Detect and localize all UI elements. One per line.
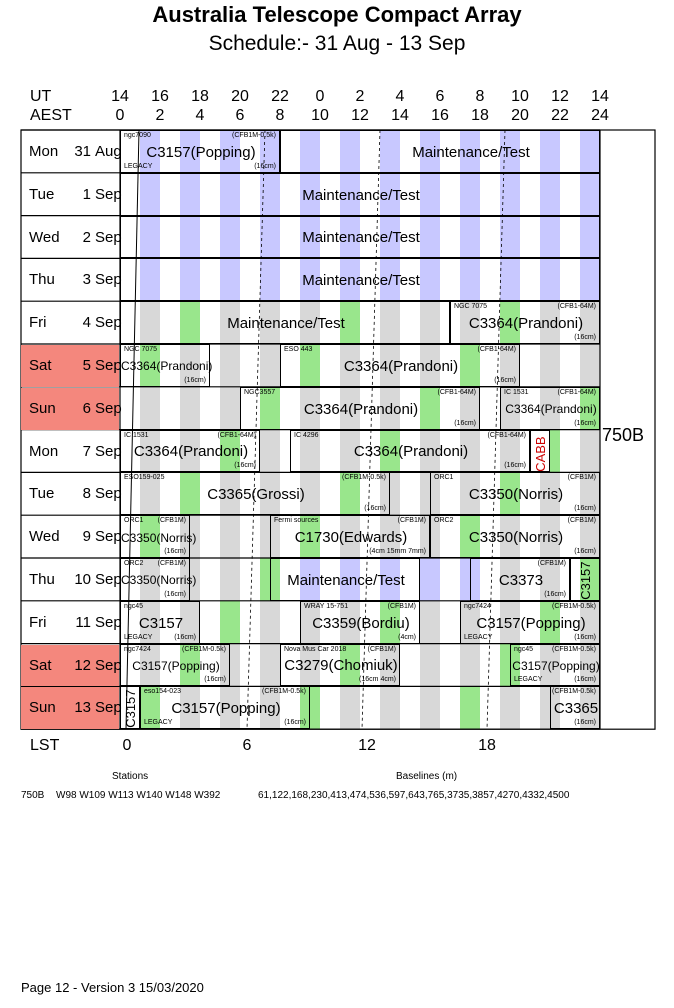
ut-tick-label: 6 xyxy=(435,88,445,105)
ut-tick-label: 20 xyxy=(231,88,249,105)
schedule-block xyxy=(570,558,600,601)
receiver-config: (CFB1M-0.5k) xyxy=(552,645,596,653)
ut-tick-label: 14 xyxy=(111,88,129,105)
schedule-block xyxy=(530,430,550,473)
day-number: 2 xyxy=(82,228,91,246)
ut-axis-label: UT xyxy=(30,88,52,105)
day-label xyxy=(21,131,122,173)
observing-band: (16cm) xyxy=(254,162,276,170)
aest-tick-label: 20 xyxy=(511,107,529,124)
aest-tick-label: 0 xyxy=(115,107,125,124)
day-label xyxy=(21,217,122,259)
page-info: Page 12 - Version 3 15/03/2020 xyxy=(21,980,204,995)
receiver-config: (CFB1M) xyxy=(397,517,426,525)
day-month: Sep xyxy=(95,399,122,417)
time-band xyxy=(540,344,560,387)
schedule-block xyxy=(510,644,600,687)
project-name: C3157 xyxy=(123,689,138,729)
project-name: Maintenance/Test xyxy=(287,571,405,589)
time-band xyxy=(220,515,240,558)
day-month: Sep xyxy=(95,656,122,674)
day-label xyxy=(21,431,122,473)
stations-list: W98 W109 W113 W140 W148 W392 xyxy=(56,790,221,801)
aest-tick-label: 2 xyxy=(155,107,165,124)
aest-tick-label: 8 xyxy=(275,107,285,124)
time-band xyxy=(460,686,480,729)
schedule-block xyxy=(120,515,197,558)
observing-band: (16cm) xyxy=(574,505,596,513)
day-label xyxy=(21,602,122,644)
source-name: ngc7424 xyxy=(124,645,151,653)
source-name: ngc45 xyxy=(124,602,144,610)
time-band xyxy=(220,558,240,601)
day-number: 3 xyxy=(82,271,91,289)
source-name: Nova Mus Car 2018 xyxy=(284,645,347,653)
day-name: Thu xyxy=(29,271,55,289)
time-band xyxy=(220,387,240,430)
receiver-config: (CFB1-64M) xyxy=(557,388,596,396)
receiver-config: (CFB1M) xyxy=(387,602,416,610)
day-month: Sep xyxy=(95,271,122,289)
project-name: C3157(Popping) xyxy=(132,658,220,673)
schedule-block xyxy=(120,216,600,259)
project-name: C1730(Edwards) xyxy=(294,529,408,547)
project-tag: LEGACY xyxy=(464,633,493,641)
day-label xyxy=(21,473,122,515)
project-name: C3279(Chomiuk) xyxy=(284,657,398,675)
ut-tick-label: 0 xyxy=(315,88,325,105)
schedule-block xyxy=(270,558,420,601)
observing-band: (16cm) xyxy=(544,590,566,598)
source-name: IC 1531 xyxy=(124,431,149,439)
observing-band: (4cm 15mm 7mm) xyxy=(369,547,426,555)
ut-tick-label: 14 xyxy=(591,88,609,105)
day-month: Sep xyxy=(95,314,122,332)
ut-tick-label: 8 xyxy=(475,88,485,105)
source-name: IC 1531 xyxy=(504,388,529,396)
project-name: Maintenance/Test xyxy=(412,143,530,161)
project-tag: LEGACY xyxy=(144,719,173,727)
time-band xyxy=(260,644,280,687)
array-config-label: 750B xyxy=(602,425,645,445)
time-band xyxy=(420,601,440,644)
schedule-block xyxy=(430,472,600,515)
source-name: ngc45 xyxy=(514,645,534,653)
day-number: 4 xyxy=(82,314,91,332)
observing-band: (16cm) xyxy=(164,590,186,598)
project-name: C3365 xyxy=(553,700,599,718)
observing-band: (16cm) xyxy=(174,633,196,641)
receiver-config: (CFB1M-0.5k) xyxy=(552,688,596,696)
day-number: 1 xyxy=(82,185,91,203)
schedule-block xyxy=(120,173,600,216)
observing-band: (16cm) xyxy=(284,719,306,727)
project-name: C3364(Prandoni) xyxy=(353,443,469,461)
time-band xyxy=(140,387,160,430)
receiver-config: (CFB1M-0.5k) xyxy=(182,645,226,653)
aest-tick-label: 12 xyxy=(351,107,369,124)
observing-band: (16cm) xyxy=(164,547,186,555)
source-name: NGC 7075 xyxy=(454,303,488,311)
schedule-block xyxy=(270,515,430,558)
project-name: C3157(Popping) xyxy=(476,614,586,632)
day-label xyxy=(21,345,122,387)
receiver-config: (CFB1M) xyxy=(367,645,396,653)
project-name: Maintenance/Test xyxy=(302,186,420,204)
time-band xyxy=(420,686,440,729)
source-name: ngc7424 xyxy=(464,602,491,610)
schedule-block xyxy=(300,601,420,644)
project-name: C3157(Popping) xyxy=(171,700,281,718)
receiver-config: (CFB1M) xyxy=(537,560,566,567)
schedule-block xyxy=(550,686,600,729)
schedule-block xyxy=(450,301,600,344)
lst-tick-label: 6 xyxy=(242,737,252,754)
project-tag: LEGACY xyxy=(124,633,153,641)
observing-band: (16cm) xyxy=(574,676,596,684)
schedule-block xyxy=(460,601,600,644)
day-label xyxy=(21,174,122,216)
time-band xyxy=(180,387,200,430)
day-month: Sep xyxy=(95,185,122,203)
day-name: Mon xyxy=(29,143,59,160)
time-band xyxy=(260,344,280,387)
project-name: C3157 xyxy=(578,561,593,600)
schedule-block xyxy=(120,344,213,387)
source-name: WRAY 15-751 xyxy=(304,602,349,610)
day-month: Sep xyxy=(95,357,122,374)
project-tag: LEGACY xyxy=(514,676,543,684)
aest-tick-label: 4 xyxy=(195,107,205,124)
lst-tick-label: 12 xyxy=(358,737,376,754)
day-number: 10 xyxy=(74,571,91,588)
schedule-block xyxy=(120,601,200,644)
schedule-block xyxy=(120,301,450,344)
schedule-block xyxy=(140,686,310,729)
receiver-config: (CFB1-64M) xyxy=(487,431,526,439)
source-name: ESO 443 xyxy=(284,346,313,353)
project-name: C3364(Prandoni) xyxy=(133,443,249,461)
ut-tick-label: 22 xyxy=(271,88,289,105)
day-name: Sun xyxy=(29,699,56,717)
source-name: Fermi sources xyxy=(274,517,319,525)
ut-tick-label: 4 xyxy=(395,88,405,105)
day-name: Wed xyxy=(29,528,60,546)
project-tag: LEGACY xyxy=(124,162,153,170)
day-month: Aug xyxy=(95,143,122,160)
source-name: ngc7090 xyxy=(124,132,151,139)
schedule-block xyxy=(280,644,400,687)
project-name: Maintenance/Test xyxy=(302,272,420,290)
stations-config: 750B xyxy=(21,790,45,801)
source-name: eso154-023 xyxy=(144,688,181,696)
observing-band: (16cm) xyxy=(574,419,596,427)
aest-axis-label: AEST xyxy=(30,107,72,124)
day-name: Mon xyxy=(29,442,59,460)
schedule-block xyxy=(430,515,600,558)
day-name: Thu xyxy=(29,571,55,588)
ut-tick-label: 10 xyxy=(511,88,529,105)
observing-band: (16cm) xyxy=(184,376,206,384)
observing-band: (4cm) xyxy=(398,633,416,641)
schedule-block xyxy=(120,472,390,515)
day-name: Fri xyxy=(29,314,47,332)
day-name: Tue xyxy=(29,485,55,503)
project-name: C3350(Norris) xyxy=(468,529,564,547)
project-name: C3350(Norris) xyxy=(121,573,197,588)
day-name: Wed xyxy=(29,228,60,246)
project-name: C3350(Norris) xyxy=(121,530,197,545)
receiver-config: (CFB1M) xyxy=(157,560,186,567)
day-month: Sep xyxy=(95,613,122,631)
day-name: Fri xyxy=(29,613,47,631)
project-name: C3157 xyxy=(138,614,184,632)
time-band xyxy=(340,686,360,729)
day-name: Sat xyxy=(29,357,52,374)
aest-tick-label: 16 xyxy=(431,107,449,124)
project-name: C3350(Norris) xyxy=(468,486,564,504)
day-label xyxy=(21,259,122,301)
project-name: C3157(Popping) xyxy=(146,143,256,161)
lst-tick-label: 18 xyxy=(478,737,496,754)
day-month: Sep xyxy=(95,228,122,246)
receiver-config: (CFB1M-0.5k) xyxy=(262,688,306,696)
lst-tick-label: 0 xyxy=(122,737,132,754)
project-name: C3157(Popping) xyxy=(512,658,600,673)
aest-tick-label: 10 xyxy=(311,107,329,124)
project-name: C3364(Prandoni) xyxy=(303,400,419,418)
project-name: C3359(Bordiu) xyxy=(312,614,410,632)
observing-band: (16cm) xyxy=(364,505,386,513)
source-name: NGC 7075 xyxy=(124,346,158,353)
source-name: ORC2 xyxy=(124,560,144,567)
baselines-heading: Baselines (m) xyxy=(396,771,458,782)
schedule-block xyxy=(120,430,260,473)
project-name: C3364(Prandoni) xyxy=(343,357,459,375)
schedule-block xyxy=(500,387,600,430)
time-band xyxy=(260,601,280,644)
project-name: C3364(Prandoni) xyxy=(468,315,584,333)
receiver-config: (CFB1-64M) xyxy=(217,431,256,439)
page-title: Australia Telescope Compact Array xyxy=(152,2,522,27)
time-band xyxy=(420,558,440,601)
aest-tick-label: 14 xyxy=(391,107,409,124)
day-month: Sep xyxy=(95,528,122,546)
schedule-block xyxy=(120,644,230,687)
ut-tick-label: 12 xyxy=(551,88,569,105)
receiver-config: (CFB1M-0.5k) xyxy=(552,602,596,610)
schedule-block xyxy=(120,686,140,729)
day-name: Sat xyxy=(29,656,52,674)
project-name: C3364(Prandoni) xyxy=(121,359,213,374)
source-name: ESO159-025 xyxy=(124,474,165,482)
stations-heading: Stations xyxy=(112,771,149,782)
project-name: C3365(Grossi) xyxy=(207,486,305,504)
project-name: Maintenance/Test xyxy=(302,229,420,247)
schedule-block xyxy=(120,130,280,173)
time-band xyxy=(260,430,280,473)
ut-tick-label: 2 xyxy=(355,88,365,105)
day-name: Tue xyxy=(29,185,55,203)
observing-band: (16cm) xyxy=(574,547,596,555)
day-number: 5 xyxy=(82,357,91,374)
aest-tick-label: 24 xyxy=(591,107,609,124)
day-month: Sep xyxy=(95,699,122,717)
schedule-block xyxy=(280,344,520,387)
schedule-block xyxy=(290,430,530,473)
receiver-config: (CFB1-64M) xyxy=(437,388,476,396)
time-band xyxy=(580,344,600,387)
observing-band: (16cm) xyxy=(574,633,596,641)
observing-band: (16cm) xyxy=(504,462,526,470)
receiver-config: (CFB1M) xyxy=(157,517,186,525)
project-name: Maintenance/Test xyxy=(227,315,345,333)
baselines-list: 61,122,168,230,413,474,536,597,643,765,3735,3857,4270,4332,4500 xyxy=(258,790,570,801)
source-name: ORC1 xyxy=(124,517,144,525)
schedule-block xyxy=(240,387,480,430)
day-number: 13 xyxy=(74,699,91,717)
project-name: CABB xyxy=(533,435,548,472)
aest-tick-label: 6 xyxy=(235,107,245,124)
day-label xyxy=(21,388,122,430)
time-band xyxy=(420,644,440,687)
page-subtitle: Schedule:- 31 Aug - 13 Sep xyxy=(208,32,466,55)
receiver-config: (CFB1M) xyxy=(567,517,596,525)
receiver-config: (CFB1-64M) xyxy=(477,346,516,353)
receiver-config: (CFB1M-0.5k) xyxy=(342,474,386,482)
day-number: 12 xyxy=(74,656,91,674)
day-label xyxy=(21,687,122,729)
observing-band: (16cm) xyxy=(204,676,226,684)
aest-tick-label: 18 xyxy=(471,107,489,124)
observing-band: (16cm) xyxy=(574,333,596,341)
project-name: C3373 xyxy=(498,571,544,589)
observing-band: (16cm 4cm) xyxy=(359,676,396,684)
day-label xyxy=(21,516,122,558)
observing-band: (16cm) xyxy=(574,719,596,727)
schedule-block xyxy=(280,130,600,173)
day-number: 9 xyxy=(82,528,91,546)
day-label xyxy=(21,302,122,344)
source-name: IC 4296 xyxy=(294,431,319,439)
day-number: 11 xyxy=(75,613,91,631)
schedule-block xyxy=(120,258,600,301)
day-name: Sun xyxy=(29,399,56,417)
source-name: NGC3557 xyxy=(244,388,276,396)
receiver-config: (CFB1M) xyxy=(567,474,596,482)
time-band xyxy=(500,686,520,729)
observing-band: (16cm) xyxy=(234,462,256,470)
day-month: Sep xyxy=(95,485,122,503)
schedule-block xyxy=(120,558,197,601)
source-name: ORC2 xyxy=(434,517,454,525)
observing-band: (16cm) xyxy=(454,419,476,427)
time-band xyxy=(460,644,480,687)
ut-tick-label: 18 xyxy=(191,88,209,105)
schedule-block xyxy=(470,558,570,601)
receiver-config: (CFB1-64M) xyxy=(557,303,596,311)
day-month: Sep xyxy=(95,571,122,588)
project-name: C3364(Prandoni) xyxy=(505,402,597,417)
time-band xyxy=(580,430,600,473)
source-name: ORC1 xyxy=(434,474,454,482)
day-label xyxy=(21,559,122,601)
day-number: 6 xyxy=(82,399,91,417)
aest-tick-label: 22 xyxy=(551,107,569,124)
time-band xyxy=(220,601,240,644)
day-number: 8 xyxy=(82,485,91,503)
receiver-config: (CFB1M-0.5k) xyxy=(232,132,276,139)
day-number: 31 xyxy=(74,143,91,160)
time-band xyxy=(380,686,400,729)
day-month: Sep xyxy=(95,442,122,460)
day-label xyxy=(21,645,122,687)
lst-axis-label: LST xyxy=(30,737,60,754)
observing-band: (16cm) xyxy=(494,376,516,384)
ut-tick-label: 16 xyxy=(151,88,169,105)
day-number: 7 xyxy=(82,442,91,460)
time-band xyxy=(220,344,240,387)
